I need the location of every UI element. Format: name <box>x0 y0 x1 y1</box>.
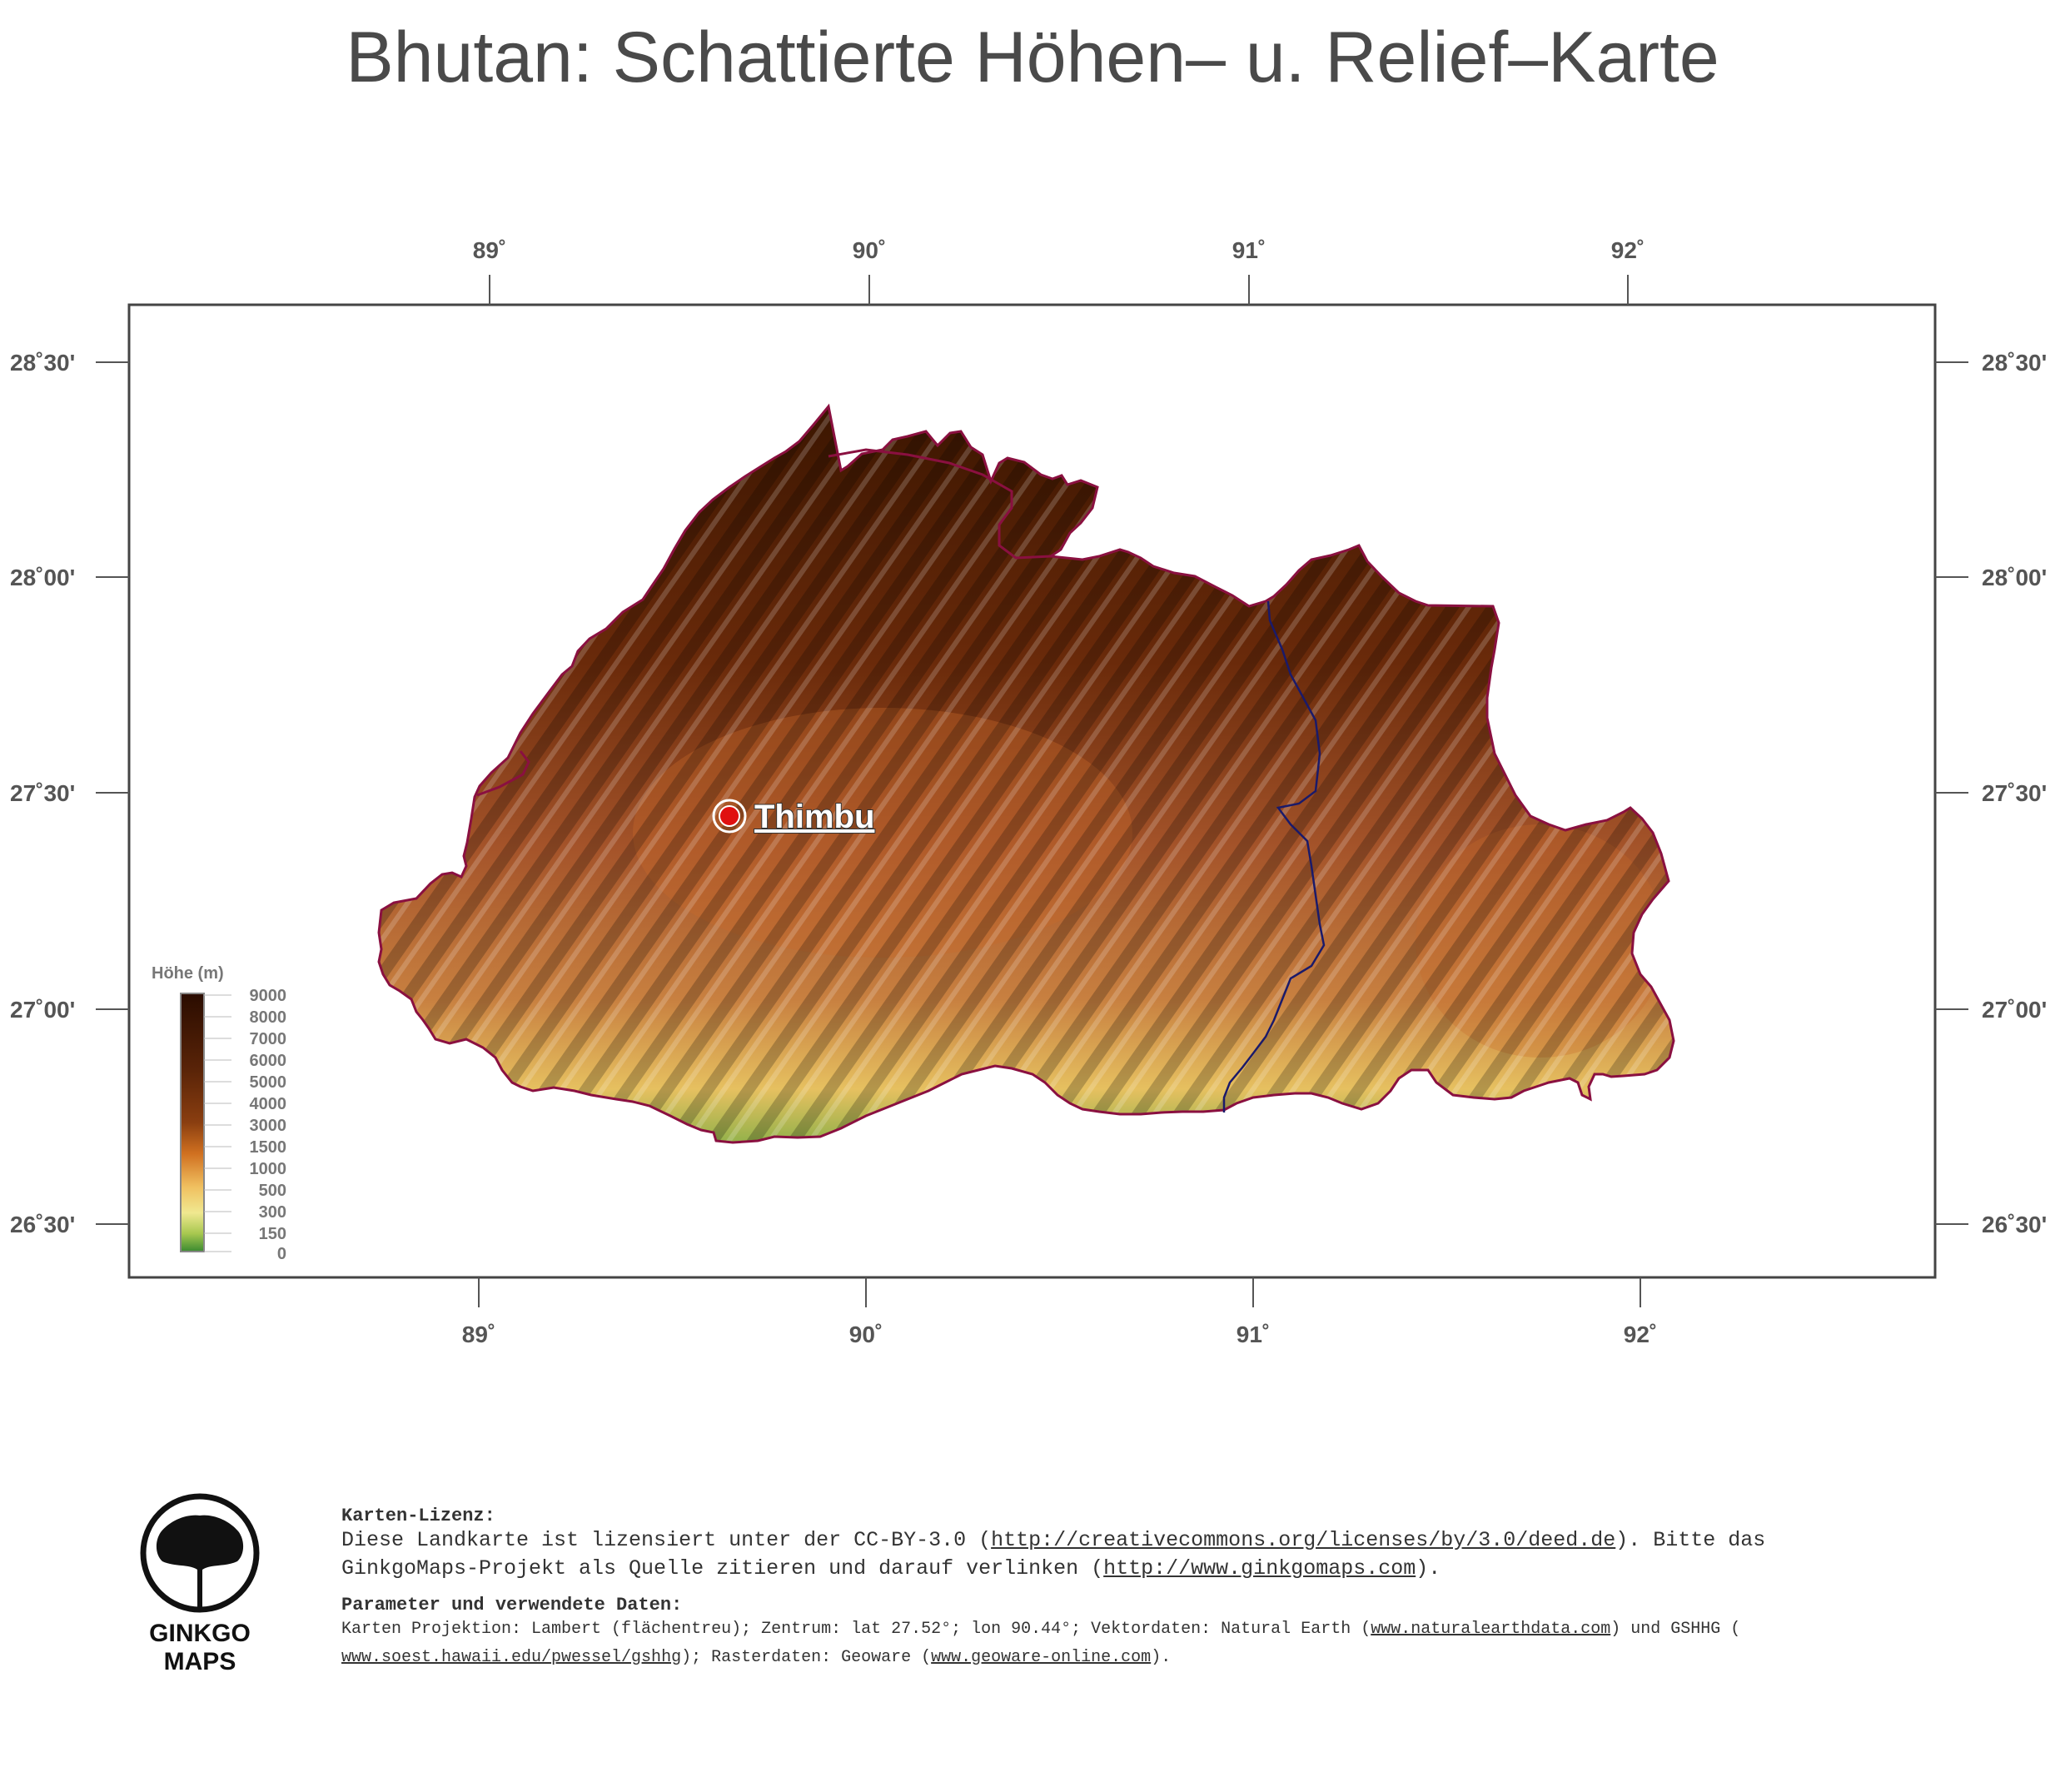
legend-value-3000: 3000 <box>249 1117 286 1135</box>
lat-label-left-2830: 28˚30' <box>10 350 76 376</box>
logo-text-line1: GINKGO <box>149 1620 251 1647</box>
footer-license <box>341 1506 1923 1672</box>
legend-value-9000: 9000 <box>249 987 286 1005</box>
license-text-1b: ). Bitte das <box>1615 1528 1766 1552</box>
legend-value-4000: 4000 <box>249 1095 286 1113</box>
params-line-2 <box>341 1644 1923 1672</box>
license-text-2a: GinkgoMaps-Projekt als Quelle zitieren und darauf verlinken ( <box>341 1556 1104 1580</box>
page-title: Bhutan: Schattierte Höhen– u. Relief–Karte <box>346 17 1719 97</box>
params-link-naturalearth[interactable]: www.naturalearthdata.com <box>1371 1620 1611 1639</box>
city-marker-thimbu[interactable] <box>714 799 874 835</box>
lon-label-top-91: 91˚ <box>1232 237 1266 263</box>
lon-ticks-top <box>473 237 1645 305</box>
legend-color-bar <box>181 993 204 1252</box>
lat-label-right-2700: 27˚00' <box>1982 997 2048 1023</box>
logo-text-line2: MAPS <box>163 1648 236 1675</box>
lat-label-right-2730: 27˚30' <box>1982 780 2048 806</box>
lat-label-left-2630: 26˚30' <box>10 1212 76 1237</box>
lon-label-top-90: 90˚ <box>852 237 887 263</box>
lat-label-left-2800: 28˚00' <box>10 565 76 590</box>
lat-label-right-2800: 28˚00' <box>1982 565 2048 590</box>
lat-label-right-2630: 26˚30' <box>1982 1212 2048 1237</box>
legend-value-0: 0 <box>276 1245 286 1263</box>
lat-ticks-left <box>10 350 129 1237</box>
legend-value-7000: 7000 <box>249 1030 286 1048</box>
license-line-1 <box>341 1526 1923 1555</box>
lon-label-top-92: 92˚ <box>1610 237 1645 263</box>
lon-label-bottom-90: 90˚ <box>848 1322 883 1347</box>
lat-label-left-2700: 27˚00' <box>10 997 76 1023</box>
legend-value-5000: 5000 <box>249 1073 286 1092</box>
params-link-geoware[interactable]: www.geoware-online.com <box>931 1648 1152 1667</box>
params-text-1b: ) und GSHHG ( <box>1610 1620 1741 1639</box>
lon-label-bottom-91: 91˚ <box>1236 1322 1271 1347</box>
params-link-gshhg[interactable]: www.soest.hawaii.edu/pwessel/gshhg <box>341 1648 682 1667</box>
legend-value-500: 500 <box>258 1182 286 1200</box>
lon-label-bottom-92: 92˚ <box>1623 1322 1658 1347</box>
city-dot <box>719 806 739 826</box>
ginkgo-logo[interactable] <box>133 1491 266 1676</box>
params-line-1 <box>341 1615 1923 1644</box>
params-text-2b: ). <box>1151 1648 1172 1667</box>
lat-ticks-right <box>1935 350 2047 1237</box>
legend-value-150: 150 <box>258 1225 286 1243</box>
params-text-1a: Karten Projektion: Lambert (flächentreu); Zentrum: lat 27.52°; lon 90.44°; Vektordaten: Natural Earth ( <box>341 1620 1371 1639</box>
legend-value-6000: 6000 <box>249 1052 286 1070</box>
legend-value-1000: 1000 <box>249 1160 286 1178</box>
lon-label-top-89: 89˚ <box>472 237 507 263</box>
license-link-cc[interactable]: http://creativecommons.org/licenses/by/3.0/deed.de <box>991 1528 1616 1552</box>
license-link-ginkgo[interactable]: http://www.ginkgomaps.com <box>1103 1556 1416 1580</box>
city-label: Thimbu <box>754 799 875 835</box>
params-heading: Parameter und verwendete Daten: <box>341 1595 683 1615</box>
lon-ticks-bottom <box>462 1277 1657 1347</box>
ginkgo-leaf-icon <box>137 1491 262 1615</box>
lat-label-right-2830: 28˚30' <box>1982 350 2048 376</box>
lon-label-bottom-89: 89˚ <box>461 1322 496 1347</box>
legend-value-8000: 8000 <box>249 1008 286 1027</box>
license-line-2 <box>341 1555 1923 1583</box>
params-text-2a: ); Rasterdaten: Geoware ( <box>681 1648 932 1667</box>
legend-value-300: 300 <box>258 1203 286 1222</box>
legend-value-1500: 1500 <box>249 1138 286 1157</box>
license-text-1a: Diese Landkarte ist lizensiert unter der CC-BY-3.0 ( <box>341 1528 992 1552</box>
legend-title: Höhe (m) <box>152 964 224 983</box>
license-heading: Karten-Lizenz: <box>341 1506 495 1526</box>
lat-label-left-2730: 27˚30' <box>10 780 76 806</box>
license-text-2b: ). <box>1416 1556 1441 1580</box>
